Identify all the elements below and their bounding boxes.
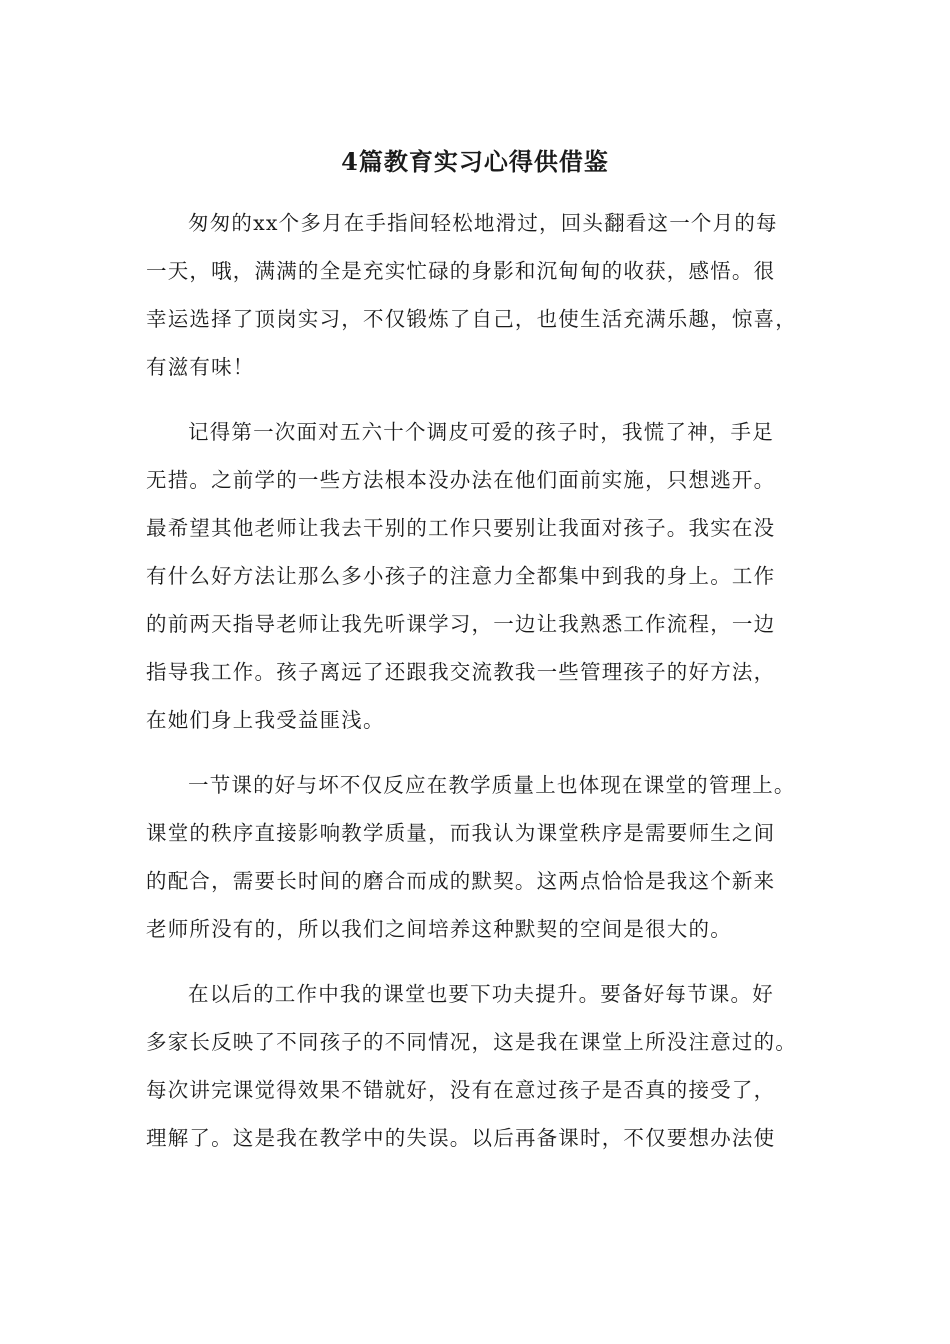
- paragraph-3-line-4: 老师所没有的，所以我们之间培养这种默契的空间是很大的。: [146, 917, 732, 941]
- paragraph-3-line-3: 的配合，需要长时间的磨合而成的默契。这两点恰恰是我这个新来: [146, 869, 776, 893]
- paragraph-2-line-3: 最希望其他老师让我去干别的工作只要别让我面对孩子。我实在没: [146, 516, 776, 540]
- paragraph-4-line-4: 理解了。这是我在教学中的失误。以后再备课时，不仅要想办法使: [146, 1126, 776, 1150]
- paragraph-4-line-1: 在以后的工作中我的课堂也要下功夫提升。要备好每节课。好: [188, 982, 774, 1006]
- paragraph-2-line-4: 有什么好方法让那么多小孩子的注意力全都集中到我的身上。工作: [146, 564, 776, 588]
- paragraph-4-line-2: 多家长反映了不同孩子的不同情况，这是我在课堂上所没注意过的。: [146, 1030, 797, 1054]
- paragraph-2-line-5: 的前两天指导老师让我先听课学习，一边让我熟悉工作流程，一边: [146, 612, 776, 636]
- paragraph-3-line-2: 课堂的秩序直接影响教学质量，而我认为课堂秩序是需要师生之间: [146, 821, 776, 845]
- paragraph-1-line-2: 一天，哦，满满的全是充实忙碌的身影和沉甸甸的收获，感悟。很: [146, 259, 776, 283]
- paragraph-2-line-6: 指导我工作。孩子离远了还跟我交流教我一些管理孩子的好方法，: [146, 660, 776, 684]
- paragraph-2-line-2: 无措。之前学的一些方法根本没办法在他们面前实施，只想逃开。: [146, 468, 776, 492]
- document-title: 4篇教育实习心得供借鉴: [341, 147, 609, 176]
- paragraph-3-line-1: 一节课的好与坏不仅反应在教学质量上也体现在课堂的管理上。: [188, 773, 796, 797]
- paragraph-1-line-3: 幸运选择了顶岗实习，不仅锻炼了自己，也使生活充满乐趣，惊喜，: [146, 307, 797, 331]
- paragraph-4-line-3: 每次讲完课觉得效果不错就好，没有在意过孩子是否真的接受了，: [146, 1078, 776, 1102]
- paragraph-2-line-7: 在她们身上我受益匪浅。: [146, 708, 385, 732]
- paragraph-2-line-1: 记得第一次面对五六十个调皮可爱的孩子时，我慌了神，手足: [188, 420, 774, 444]
- paragraph-1-line-1: 匆匆的xx个多月在手指间轻松地滑过，回头翻看这一个月的每: [188, 211, 778, 235]
- paragraph-1-line-4: 有滋有味！: [146, 355, 255, 379]
